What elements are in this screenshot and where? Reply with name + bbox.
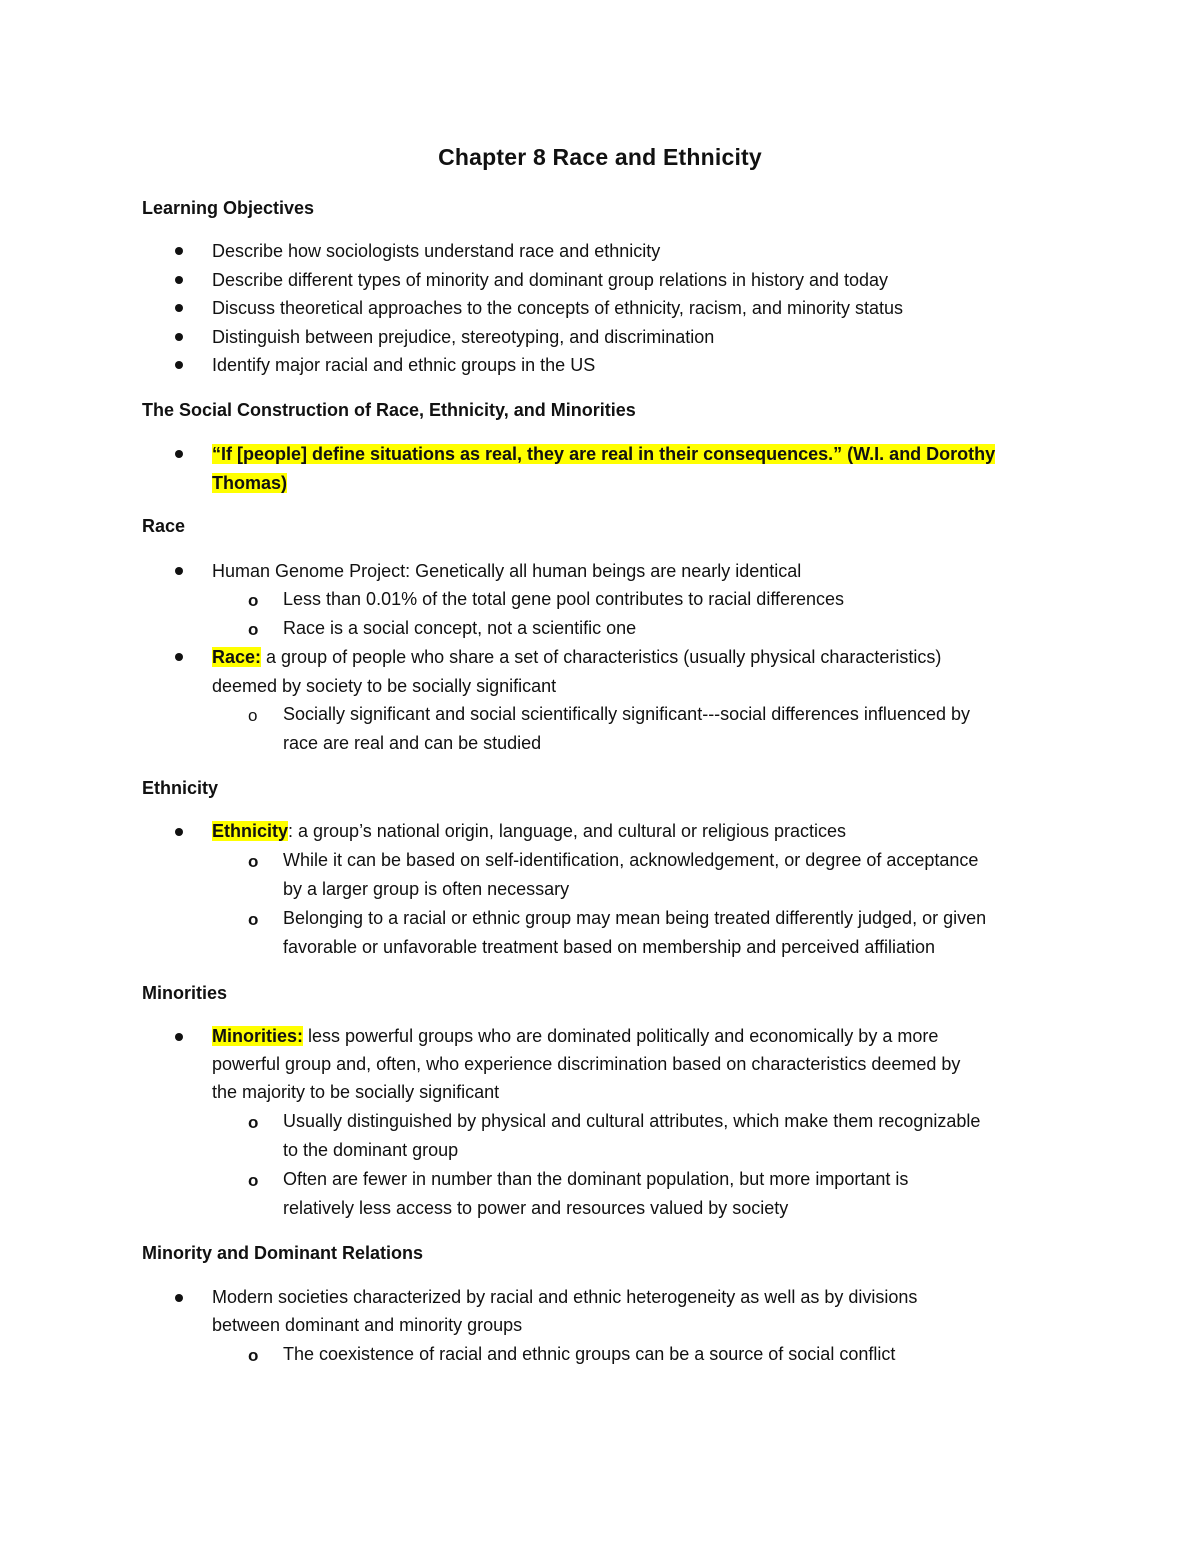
sub-list-item: to the dominant group	[283, 1140, 459, 1160]
sub-bullet-icon: o	[248, 910, 259, 929]
sub-list-item: Usually distinguished by physical and cultural attributes, which make them recognizable	[283, 1111, 981, 1131]
sub-bullet-icon: o	[248, 1113, 259, 1132]
section-heading-ethnicity: Ethnicity	[142, 778, 219, 798]
definition-line: powerful group and, often, who experience discrimination based on characteristics deemed by	[212, 1054, 961, 1074]
sub-bullet-icon: o	[248, 706, 258, 725]
bullet-icon	[175, 1033, 183, 1041]
definition-text: a group of people who share a set of characteristics (usually physical characteristics)	[261, 647, 942, 667]
sub-list-item: relatively less access to power and resources valued by society	[283, 1198, 789, 1218]
list-item: Describe how sociologists understand race and ethnicity	[212, 241, 661, 261]
list-item: Modern societies characterized by racial and ethnic heterogeneity as well as by divisions	[212, 1287, 918, 1307]
sub-bullet-icon: o	[248, 852, 259, 871]
definition-line: the majority to be socially significant	[212, 1082, 500, 1102]
sub-list-item: While it can be based on self-identification, acknowledgement, or degree of acceptance	[283, 850, 979, 870]
list-item: Identify major racial and ethnic groups in the US	[212, 355, 596, 375]
highlighted-quote: “If [people] define situations as real, they are real in their consequences.” (W.I. and Dorothy	[212, 444, 996, 464]
definition-text: : a group’s national origin, language, and cultural or religious practices	[288, 821, 847, 841]
sub-bullet-icon: o	[248, 1171, 259, 1190]
section-heading-minorities: Minorities	[142, 983, 228, 1003]
section-heading-relations: Minority and Dominant Relations	[142, 1243, 424, 1263]
bullet-icon	[175, 247, 183, 255]
bullet-icon	[175, 304, 183, 312]
list-item: Describe different types of minority and dominant group relations in history and today	[212, 270, 889, 290]
bullet-icon	[175, 276, 183, 284]
bullet-icon	[175, 450, 183, 458]
list-item: Discuss theoretical approaches to the concepts of ethnicity, racism, and minority status	[212, 298, 903, 318]
term-minorities: Minorities:	[212, 1026, 304, 1046]
definition-text: less powerful groups who are dominated politically and economically by a more	[303, 1026, 939, 1046]
list-item: between dominant and minority groups	[212, 1315, 523, 1335]
term-race: Race:	[212, 647, 262, 667]
sub-bullet-icon: o	[248, 620, 259, 639]
definition-line	[212, 821, 846, 842]
bullet-icon	[175, 1294, 183, 1302]
bullet-icon	[175, 567, 183, 575]
sub-bullet-icon: o	[248, 1346, 259, 1365]
bullet-icon	[175, 653, 183, 661]
sub-list-item: Belonging to a racial or ethnic group may mean being treated differently judged, or given	[283, 908, 987, 928]
section-heading-learning-objectives: Learning Objectives	[142, 198, 315, 218]
highlighted-quote: Thomas)	[212, 473, 288, 493]
sub-list-item: The coexistence of racial and ethnic groups can be a source of social conflict	[283, 1344, 896, 1364]
definition-line: deemed by society to be socially significant	[212, 676, 557, 696]
sub-list-item: by a larger group is often necessary	[283, 879, 570, 899]
quote-line	[212, 473, 287, 494]
bullet-icon	[175, 828, 183, 836]
list-item: Distinguish between prejudice, stereotyping, and discrimination	[212, 327, 715, 347]
sub-bullet-icon: o	[248, 591, 259, 610]
bullet-icon	[175, 361, 183, 369]
page-title: Chapter 8 Race and Ethnicity	[438, 144, 762, 170]
definition-line	[212, 647, 941, 668]
section-heading-race: Race	[142, 516, 186, 536]
quote-line	[212, 444, 995, 465]
list-item: Human Genome Project: Genetically all human beings are nearly identical	[212, 561, 802, 581]
sub-list-item: Race is a social concept, not a scientific one	[283, 618, 637, 638]
sub-list-item: favorable or unfavorable treatment based on membership and perceived affiliation	[283, 937, 936, 957]
definition-line	[212, 1026, 938, 1047]
sub-list-item: race are real and can be studied	[283, 733, 542, 753]
bullet-icon	[175, 333, 183, 341]
section-heading-social-construction: The Social Construction of Race, Ethnicity, and Minorities	[142, 400, 636, 420]
sub-list-item: Less than 0.01% of the total gene pool contributes to racial differences	[283, 589, 845, 609]
sub-list-item: Often are fewer in number than the dominant population, but more important is	[283, 1169, 909, 1189]
sub-list-item: Socially significant and social scientifically significant---social differences influenced by	[283, 704, 970, 724]
term-ethnicity: Ethnicity	[212, 821, 289, 841]
